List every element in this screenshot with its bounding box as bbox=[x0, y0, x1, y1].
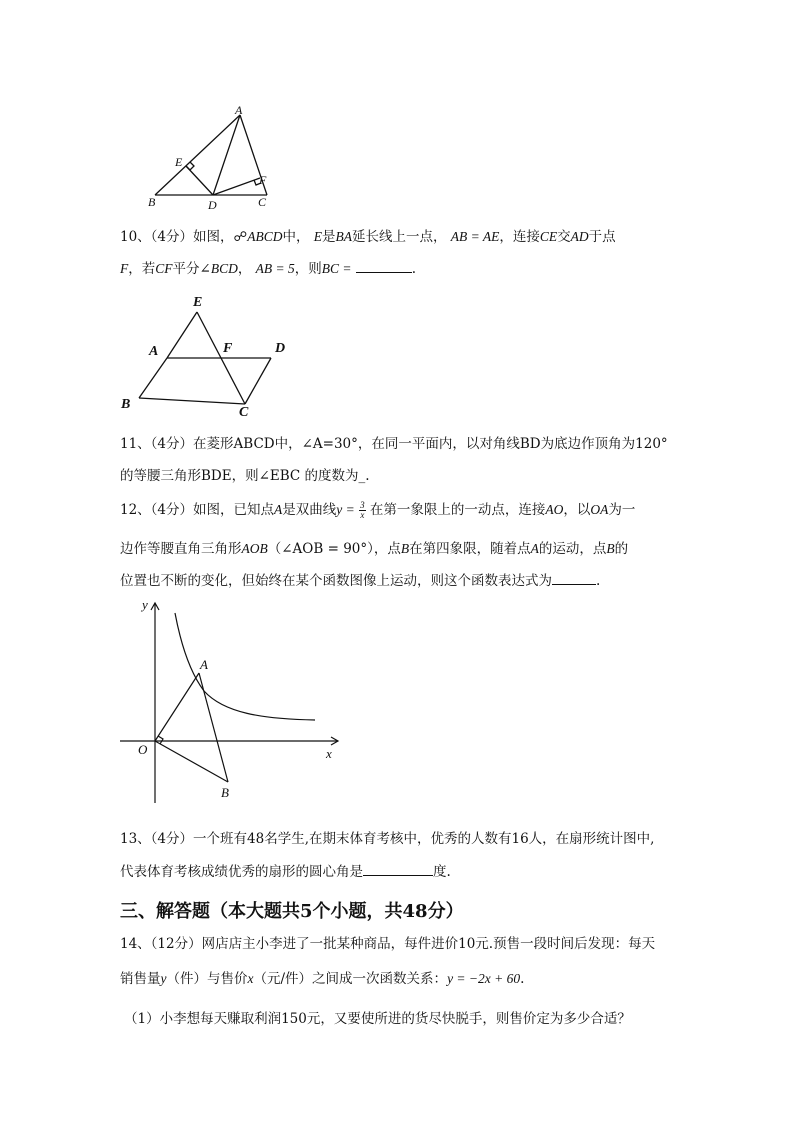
label-F: F bbox=[259, 173, 267, 187]
label-D: D bbox=[275, 341, 286, 356]
q11-line1: 11、（4分）在菱形ABCD中，∠A=30°，在同一平面内，以对角线BD为底边作顶角为120° bbox=[120, 436, 668, 452]
q11-line2: 的等腰三角形BDE，则∠EBC 的度数为_. bbox=[120, 468, 370, 484]
label-C: C bbox=[258, 195, 267, 209]
label-B: B bbox=[221, 785, 229, 800]
fraction-3-over-x: $\frac{3}{x}$ bbox=[360, 500, 365, 520]
q13-line2: 代表体育考核成绩优秀的扇形的圆心角是 度. bbox=[120, 864, 451, 880]
q14-line2: 销售量y（件）与售价x（元/件）之间成一次函数关系：y = −2x + 60. bbox=[120, 971, 525, 987]
label-A: A bbox=[200, 657, 208, 672]
q12-line3: 位置也不断的变化，但始终在某个函数图像上运动，则这个函数表达式为 . bbox=[120, 573, 601, 589]
q12-line2: 边作等腰直角三角形AOB（∠AOB = 90°），点B在第四象限，随着点A的运动，点B的 bbox=[120, 541, 629, 557]
figure-hyperbola-q12 bbox=[112, 595, 352, 807]
label-B: B bbox=[148, 195, 156, 209]
hyperbola-curve bbox=[175, 613, 315, 720]
answer-blank[interactable] bbox=[356, 260, 412, 273]
label-D: D bbox=[208, 198, 217, 212]
q14-sub1: （1）小李想每天赚取利润150元，又要使所进的货尽快脱手，则售价定为多少合适？ bbox=[124, 1011, 631, 1027]
q13-line1: 13、（4分）一个班有48名学生,在期末体育考核中，优秀的人数有16人，在扇形统计图中, bbox=[120, 831, 655, 847]
label-y: y bbox=[142, 597, 148, 612]
label-A: A bbox=[235, 103, 243, 117]
figure-triangle-q9 bbox=[140, 100, 280, 215]
q10-line2: F，若CF平分∠BCD， AB = 5，则BC = . bbox=[120, 261, 417, 277]
label-F: F bbox=[223, 341, 233, 356]
label-E: E bbox=[193, 295, 203, 310]
label-B: B bbox=[121, 397, 131, 412]
label-x: x bbox=[326, 746, 332, 761]
label-E: E bbox=[175, 155, 183, 169]
label-A: A bbox=[149, 344, 159, 359]
q12-line1: 12、（4分）如图，已知点A是双曲线y = $\frac{3}{x}$ 在第一象限上的一动点，连接AO，以OA为一 bbox=[120, 500, 636, 520]
answer-blank[interactable] bbox=[363, 863, 433, 876]
q10-line1: 10、（4分）如图，☍ABCD中， E是BA延长线上一点， AB = AE，连接CE交AD于点 bbox=[120, 229, 616, 245]
q14-line1: 14、（12分）网店店主小李进了一批某种商品，每件进价10元.预售一段时间后发现：每天 bbox=[120, 936, 656, 952]
label-C: C bbox=[239, 405, 249, 420]
section-heading: 三、解答题（本大题共5个小题，共48分） bbox=[120, 901, 464, 922]
label-O: O bbox=[138, 742, 148, 757]
figure-parallelogram-q10 bbox=[115, 290, 305, 420]
answer-blank[interactable] bbox=[552, 572, 596, 585]
